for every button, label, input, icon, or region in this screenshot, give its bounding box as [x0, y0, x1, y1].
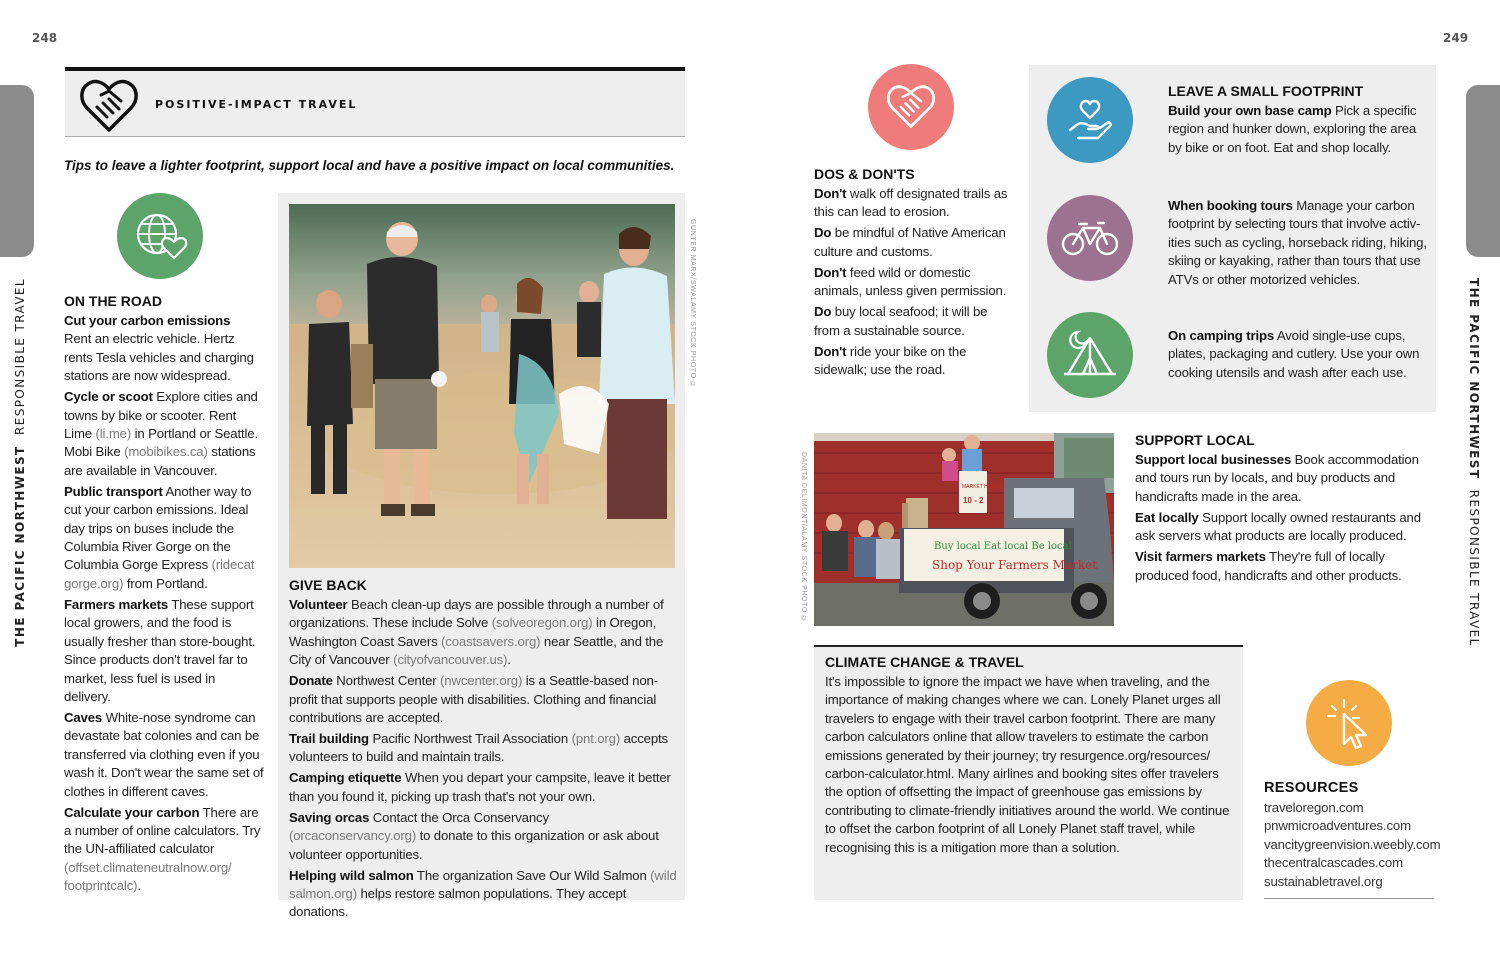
tent-moon-icon: [1047, 312, 1133, 398]
dos-donts-section: [814, 166, 1014, 382]
resources-heading: RESOURCES: [1264, 780, 1359, 796]
photo-credit-2: DANITA DELIMONT/ALAMY STOCK PHOTO ©: [800, 452, 807, 624]
dos-item: Don't feed wild or domestic animals, unless given permission.: [814, 264, 1007, 299]
cursor-click-icon: [1306, 680, 1392, 766]
climate-heading: CLIMATE CHANGE & TRAVEL: [825, 654, 1024, 670]
give-back-heading: GIVE BACK: [289, 577, 367, 593]
heart-hands-icon: [868, 64, 954, 150]
tip-donate: Donate Northwest Center (nwcenter.org) is a Seattle-based non-profit that supports people with disabilities. Clothing and financial contributions are accepted.: [289, 673, 658, 726]
tip-calculate-carbon: Calculate your carbon There are a number of online calculators. Try the UN-affiliated calculator (offset.climateneutralnow.org/ footprintcalc).: [64, 804, 261, 894]
tip-eat-locally: Eat locally Support locally owned restaurants and ask servers what products are locally produced.: [1135, 509, 1421, 544]
globe-heart-icon: [117, 193, 203, 279]
climate-text: It's impossible to ignore the impact we have when traveling, and the importance of making changes where we can. Lonely Planet urges all travelers to engage with their travel carbon footprint. There are many carbon calculators online that allow travelers to estimate the carbon emissions generated by their journey; try resurgence.org/resources/ carbon-calculator.html. Many airlines and booking sites offer travelers the option of offsetting the impact of greenhouse gas emissions by contributing to climate-friendly initiatives around the world. We continue to offset the carbon footprint of all Lonely Planet staff travel, while recognising this is a mitigation more than a solution.: [825, 674, 1230, 855]
give-back-section: [289, 577, 677, 924]
tip-public-transport: Public transport Another way to cut your carbon emissions. Ideal day trips on buses include the Columbia River Gorge on the Columbia Gorge Express (ridecat gorge.org) from Portland.: [64, 483, 255, 591]
dos-item: Don't walk off designated trails as this can lead to erosion.: [814, 186, 1008, 220]
tip-local-businesses: Support local businesses Book accommodation and tours run by locals, and buy products and handicrafts made in the area.: [1135, 452, 1419, 504]
bicycle-icon: [1047, 195, 1133, 281]
sign-hours-title: MARKET HOURS: [962, 484, 1003, 490]
resource-link[interactable]: thecentralcascades.com: [1264, 855, 1403, 871]
resources-rule: [1264, 898, 1434, 899]
support-local-heading: SUPPORT LOCAL: [1135, 432, 1255, 448]
tip-volunteer: Volunteer Beach clean-up days are possible through a number of organizations. These include Solve (solveoregon.org) in Oregon, Washington Coast Savers (coastsavers.org) near Seattle, and the City of Vancouver (cityofvancouver.us).: [289, 597, 664, 668]
resource-link[interactable]: pnwmicroadventures.com: [1264, 818, 1411, 834]
side-label-left: THE PACIFIC NORTHWEST RESPONSIBLE TRAVEL: [13, 278, 27, 647]
resource-link[interactable]: vancitygreenvision.weebly.com: [1264, 836, 1441, 852]
tip-caves: Caves White-nose syndrome can devastate bat colonies and can be transferred via clothing even if you wash it. Don't wear the same set of clothes in different caves.: [64, 709, 264, 799]
footprint-section: [1168, 83, 1430, 160]
tip-cycle-scoot: Cycle or scoot Explore cities and towns by bike or scooter. Rent Lime (li.me) in Portland or Seattle. Mobi Bike (mobibikes.ca) stations are available in Vancouver.: [64, 389, 258, 478]
on-the-road-heading: ON THE ROAD: [64, 293, 162, 309]
tip-farmers-markets: Farmers markets These support local growers, and the food is usually fresher than store-bought. Since products don't travel far to market, less fuel is used in delivery.: [64, 596, 256, 704]
tip-camping-trips: On camping trips Avoid single-use cups, plates, packaging and cutlery. Use your own cooking utensils and wash after each use.: [1168, 328, 1420, 380]
tip-cut-emissions: Cut your carbon emissions Rent an electric vehicle. Hertz rents Tesla vehicles and charging stations are now widespread.: [64, 313, 254, 384]
beach-cleanup-photo: [289, 204, 675, 568]
link-ridecat: (ridecat gorge.org): [64, 557, 255, 591]
resource-link[interactable]: traveloregon.com: [1264, 800, 1364, 815]
dos-item: Do be mindful of Native American culture and customs.: [814, 225, 1006, 259]
tip-camping-etiquette: Camping etiquette When you depart your campsite, leave it better than you found it, picking up trash that's not your own.: [289, 770, 671, 804]
on-the-road-section: [64, 293, 264, 898]
link-offset-calculator: (offset.climateneutralnow.org/ footprintcalc): [64, 859, 232, 894]
sign-line-1: Buy local Eat local Be local: [934, 541, 1072, 552]
section-tab-left: [0, 85, 34, 257]
climate-section: [825, 654, 1235, 857]
dos-donts-heading: DOS & DON'TS: [814, 166, 915, 182]
page-number-right: 249: [1443, 31, 1469, 45]
tip-saving-orcas: Saving orcas Contact the Orca Conservancy (orcaconservancy.org) to donate to this organization or ask about volunteer opportunities.: [289, 809, 659, 862]
link-mobibikes: (mobibikes.ca): [124, 444, 208, 460]
tip-wild-salmon: Helping wild salmon The organization Save Our Wild Salmon (wild salmon.org) helps restore salmon populations. They accept donations.: [289, 867, 677, 920]
farmers-market-photo: [814, 433, 1114, 626]
support-local-section: [1135, 432, 1427, 588]
resource-link[interactable]: sustainabletravel.org: [1264, 873, 1383, 889]
handshake-heart-icon: [79, 77, 139, 135]
link-lime: (li.me): [95, 426, 132, 442]
tip-farmers-markets-visit: Visit farmers markets They're full of locally produced food, handicrafts and other products.: [1135, 549, 1402, 583]
photo-credit-1: GUNTER MARX/SWALAMY STOCK PHOTO ©: [689, 219, 696, 389]
page-number-left: 248: [32, 31, 58, 45]
section-tab-right: [1466, 85, 1500, 257]
dos-item: Do buy local seafood; it will be from a sustainable source.: [814, 304, 988, 338]
heart-hand-icon: [1047, 77, 1133, 163]
feature-title: POSITIVE-IMPACT TRAVEL: [155, 98, 358, 111]
tip-trail-building: Trail building Pacific Northwest Trail Association (pnt.org) accepts volunteers to build and maintain trails.: [289, 731, 668, 765]
dos-item: Don't ride your bike on the sidewalk; use the road.: [814, 343, 967, 378]
sign-line-2: Shop Your Farmers Market: [932, 558, 1098, 572]
intro-text: Tips to leave a lighter footprint, support local and have a positive impact on local communities.: [64, 158, 675, 173]
tip-base-camp: Build your own base camp Pick a specific region and hunker down, exploring the area by bike or on foot. Eat and shop locally.: [1168, 103, 1417, 155]
tip-booking-tours: When booking tours Manage your carbon footprint by selecting tours that involve activ-ities such as cycling, horseback riding, hiking, skiing or kayaking, rather than tours that use ATVs or other motorized vehicles.: [1168, 198, 1427, 287]
footprint-heading: LEAVE A SMALL FOOTPRINT: [1168, 83, 1364, 99]
feature-header: [65, 67, 685, 137]
side-label-right: THE PACIFIC NORTHWEST RESPONSIBLE TRAVEL: [1467, 278, 1481, 647]
resources-section: [1264, 780, 1439, 891]
sign-hours: 10 - 2: [963, 496, 984, 505]
